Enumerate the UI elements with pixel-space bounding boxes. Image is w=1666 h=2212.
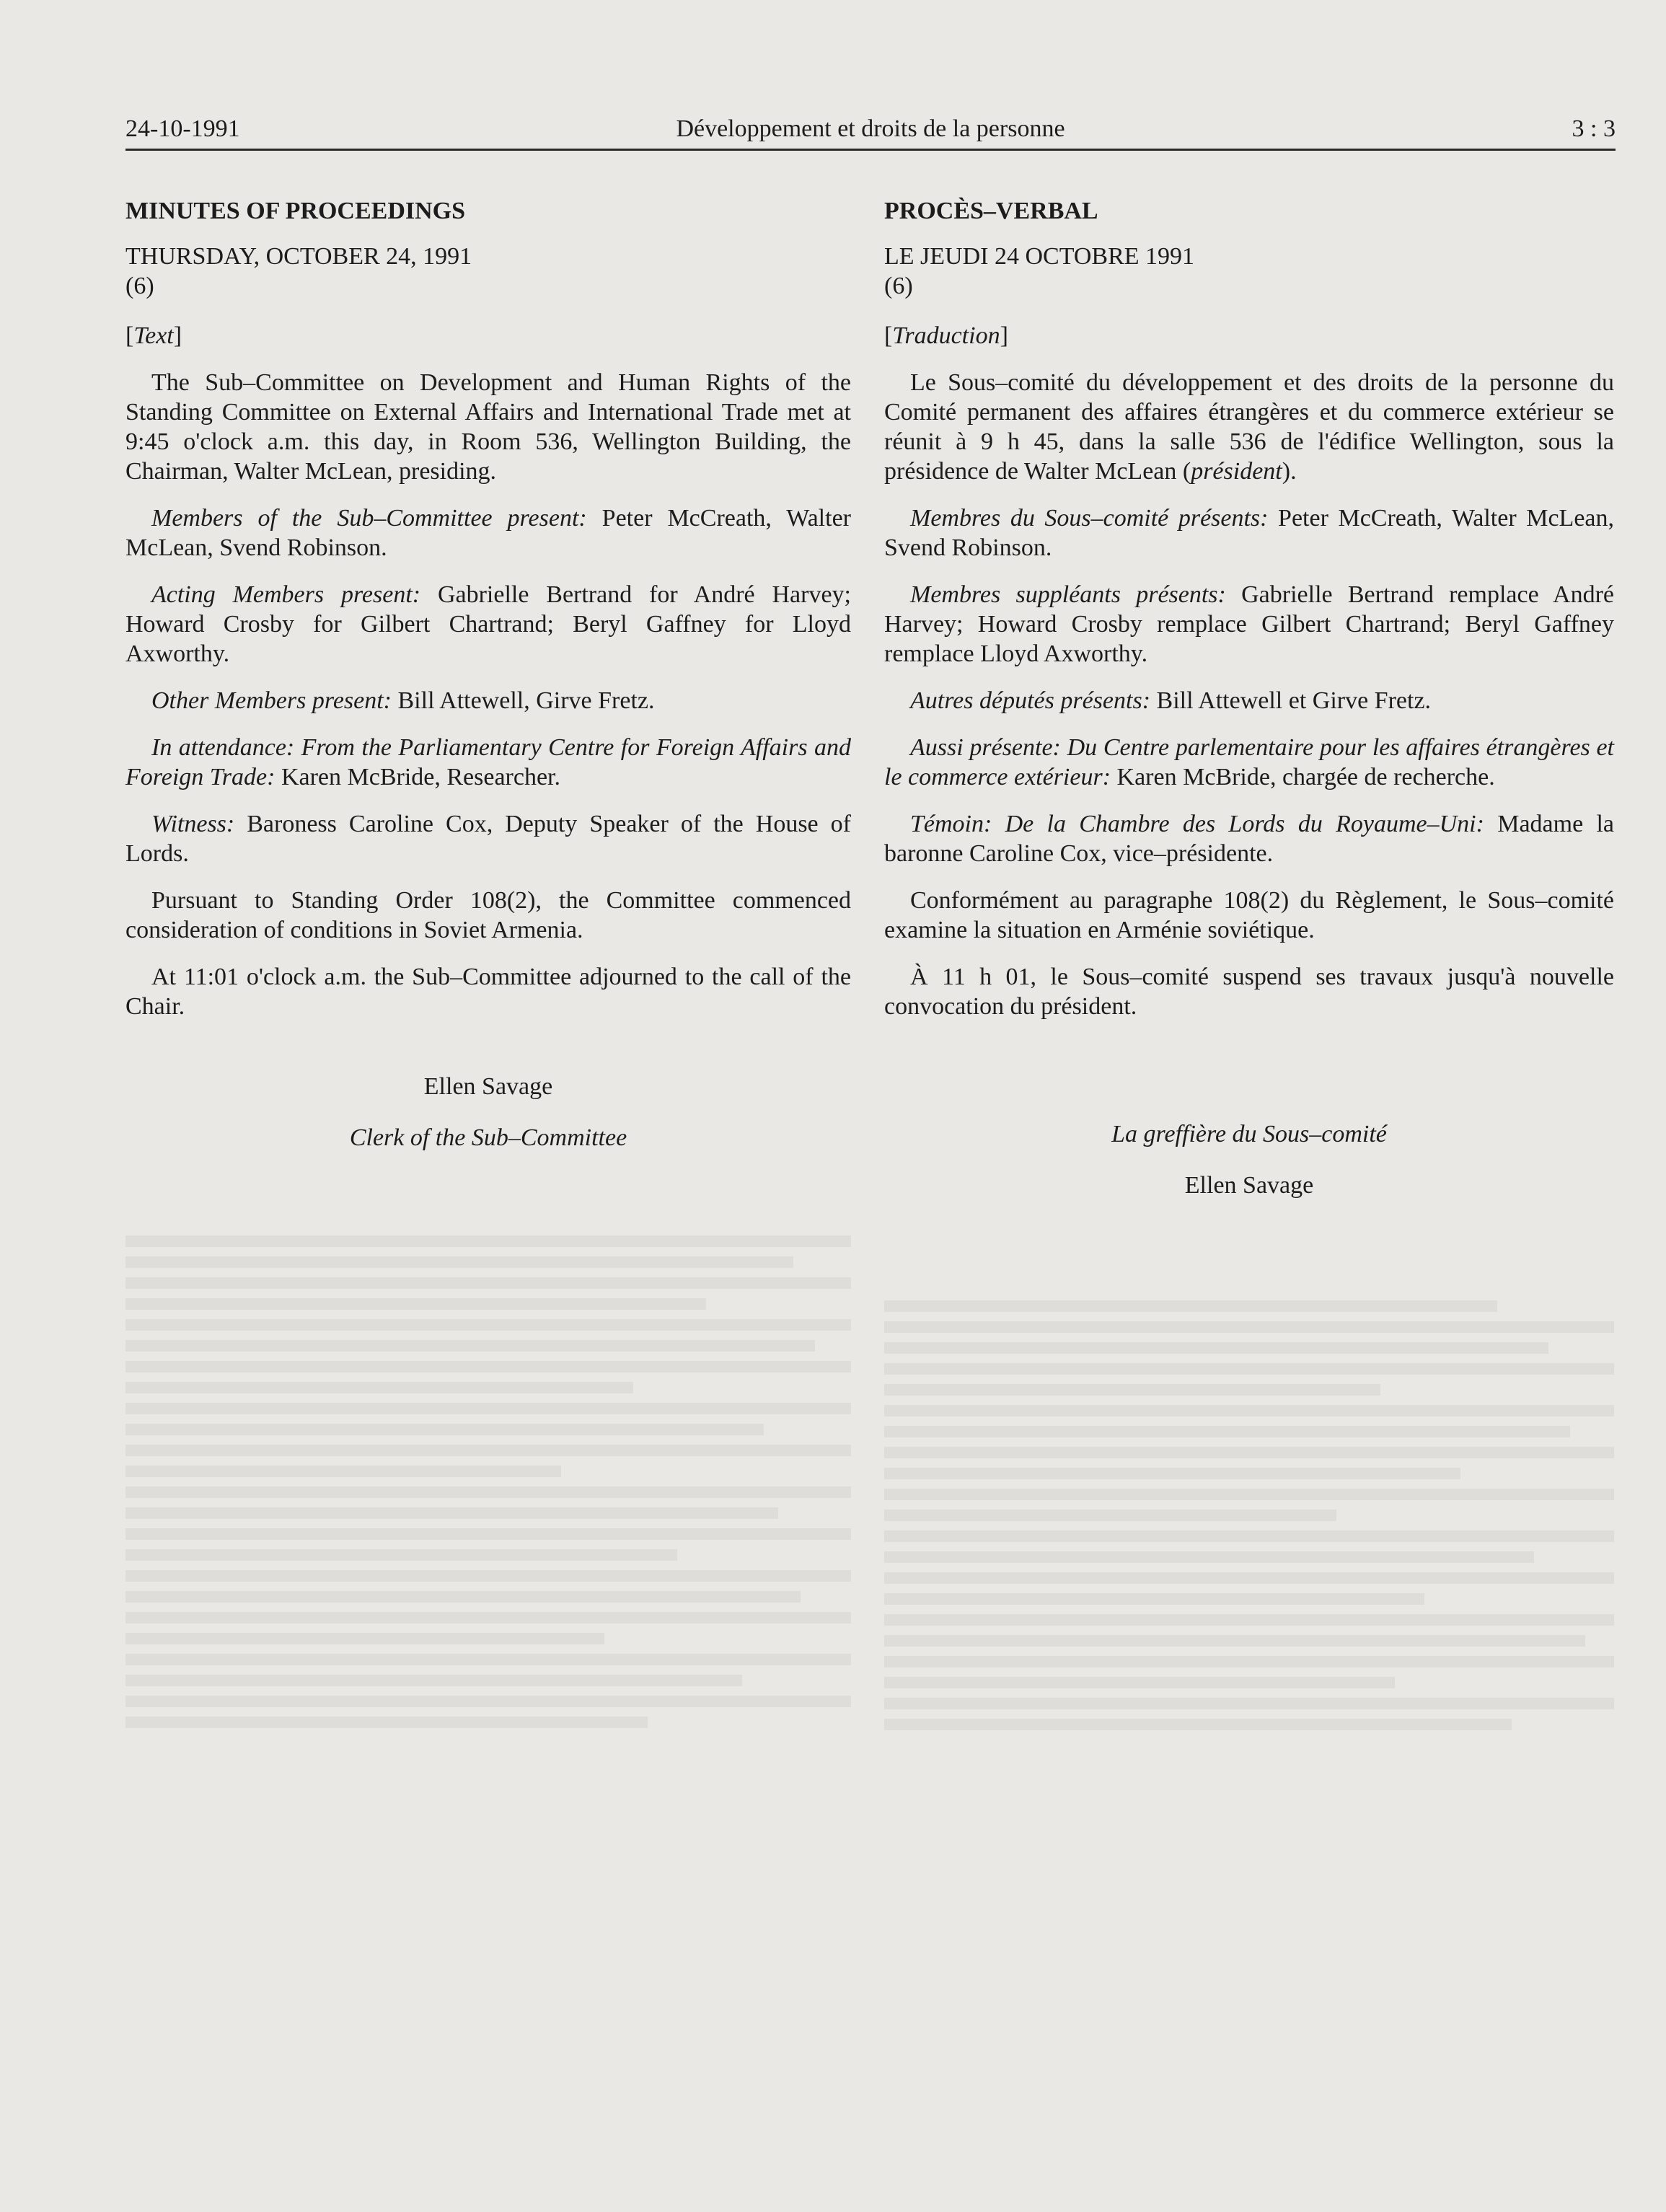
running-header: [125, 108, 1616, 151]
english-signer-role: Clerk of the Sub–Committee: [349, 1124, 627, 1151]
english-in-attendance: In attendance: From the Parliamentary Centre for Foreign Affairs and Foreign Trade: Karen McBride, Researcher.: [125, 734, 851, 790]
english-opening-paragraph: The Sub–Committee on Development and Human Rights of the Standing Committee on External Affairs and International Trade met at 9:45 o'clock a.m. this day, in Room 536, Wellington Building, the Chairman, Walter McLean, presiding.: [125, 369, 851, 485]
french-adjournment: À 11 h 01, le Sous–comité suspend ses travaux jusqu'à nouvelle convocation du président.: [884, 964, 1614, 1020]
english-signer-name: Ellen Savage: [423, 1073, 553, 1100]
english-witness: Witness: Baroness Caroline Cox, Deputy Speaker of the House of Lords.: [125, 811, 851, 867]
english-column: [125, 196, 851, 1153]
french-title: PROCÈS–VERBAL: [884, 198, 1098, 224]
english-other-members: Other Members present: Bill Attewell, Girve Fretz.: [151, 687, 655, 714]
french-witness: Témoin: De la Chambre des Lords du Royaume–Uni: Madame la baronne Caroline Cox, vice–présidente.: [884, 811, 1614, 867]
english-date: THURSDAY, OCTOBER 24, 1991: [125, 243, 472, 270]
english-title: MINUTES OF PROCEEDINGS: [125, 198, 466, 224]
french-text-marker: [Traduction]: [884, 322, 1008, 349]
bleed-through-texture: [125, 1226, 851, 1737]
french-pursuant-paragraph: Conformément au paragraphe 108(2) du Règlement, le Sous–comité examine la situation en Arménie soviétique.: [884, 887, 1614, 943]
english-adjournment: At 11:01 o'clock a.m. the Sub–Committee adjourned to the call of the Chair.: [125, 964, 851, 1020]
french-signer-role: La greffière du Sous–comité: [1111, 1121, 1387, 1147]
english-sitting-number: (6): [125, 273, 154, 299]
french-opening-paragraph: Le Sous–comité du développement et des droits de la personne du Comité permanent des affaires étrangères et du commerce extérieur se réunit à 9 h 45, dans la salle 536 de l'édifice Wellington, sous la présidence de Walter McLean (président).: [884, 369, 1614, 485]
english-pursuant-paragraph: Pursuant to Standing Order 108(2), the Committee commenced consideration of conditions in Soviet Armenia.: [125, 887, 851, 943]
french-other-members: Autres députés présents: Bill Attewell et Girve Fretz.: [910, 687, 1432, 714]
french-acting-members: Membres suppléants présents: Gabrielle Bertrand remplace André Harvey; Howard Crosby remplace Gilbert Chartrand; Beryl Gaffney remplace Lloyd Axworthy.: [884, 581, 1615, 667]
french-column: [884, 196, 1614, 1200]
french-in-attendance: Aussi présente: Du Centre parlementaire pour les affaires étrangères et le commerce extérieur: Karen McBride, chargée de recherche.: [884, 734, 1615, 790]
header-title: Développement et droits de la personne: [676, 115, 1065, 142]
french-date: LE JEUDI 24 OCTOBRE 1991: [884, 243, 1195, 270]
english-text-marker: [Text]: [125, 322, 182, 349]
french-signer-name: Ellen Savage: [1184, 1172, 1314, 1199]
header-date: 24-10-1991: [125, 115, 240, 142]
header-page-number: 3 : 3: [1572, 115, 1616, 142]
bleed-through-texture-right: [884, 1291, 1614, 1740]
french-members-present: Membres du Sous–comité présents: Peter McCreath, Walter McLean, Svend Robinson.: [884, 505, 1615, 561]
french-sitting-number: (6): [884, 273, 913, 299]
english-acting-members: Acting Members present: Gabrielle Bertrand for André Harvey; Howard Crosby for Gilbert Chartrand; Beryl Gaffney for Lloyd Axworthy.: [125, 581, 851, 667]
english-members-present: Members of the Sub–Committee present: Peter McCreath, Walter McLean, Svend Robinson.: [125, 505, 851, 561]
